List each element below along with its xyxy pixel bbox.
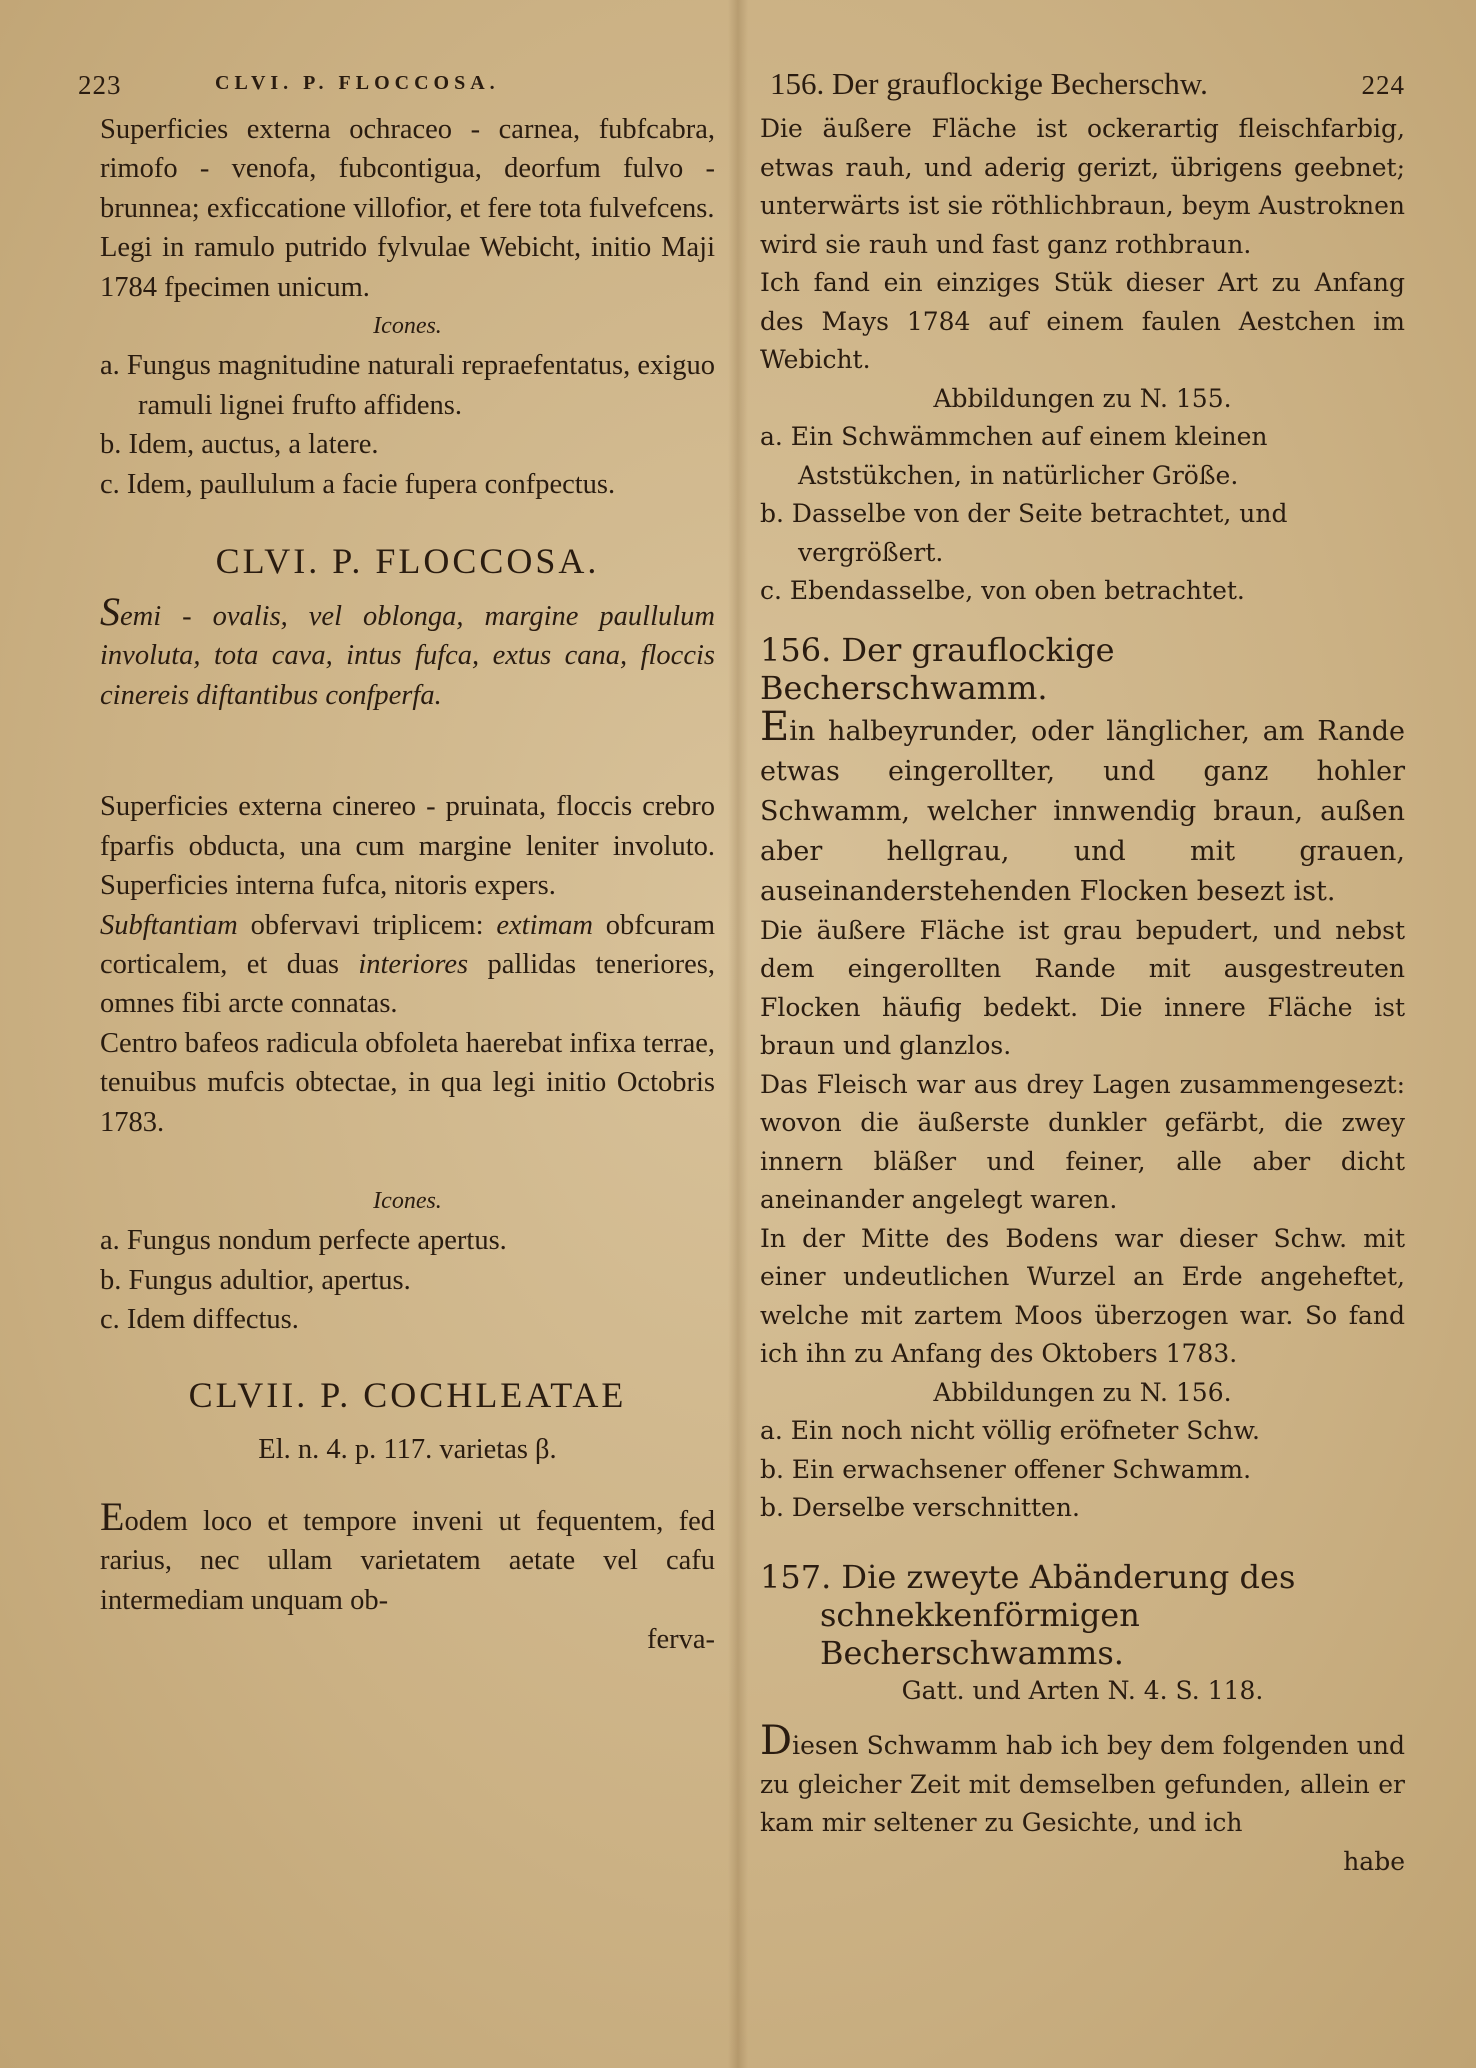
right-abb1-item-c: c. Ebendasselbe, von oben betrachtet. <box>760 576 1245 605</box>
right-p6-initial: D <box>760 1718 793 1764</box>
left-icones2-item-b: b. Fungus adultior, apertus. <box>100 1264 411 1296</box>
left-page-number: 223 <box>78 70 122 100</box>
left-paragraph-2: Legi in ramulo putrido fylvulae Webicht, initio Maji 1784 fpecimen unicum. <box>100 232 715 303</box>
right-paragraph-4: Das Fleisch war aus drey Lagen zusammengesezt: wovon die äußerste dunkler gefärbt, die zwey innern bläßer und feiner, alle aber dicht aneinander angelegt waren. <box>760 1069 1405 1214</box>
right-section-title-2: 157. Die zweyte Abänderung des schnekkenförmigen Becherschwamms. <box>760 1557 1296 1672</box>
left-catchword: ferva- <box>646 1624 715 1656</box>
page-gutter <box>728 0 748 2068</box>
left-p4-italic-c: interiores <box>358 948 469 980</box>
right-section-subtitle-2: Gatt. und Arten N. 4. S. 118. <box>901 1675 1264 1705</box>
left-paragraph-6 <box>100 1493 715 1620</box>
right-description-1 <box>760 703 1405 912</box>
right-abb2-item-a: a. Ein noch nicht völlig eröfneter Schw. <box>760 1416 1260 1445</box>
left-section-subtitle-2: El. n. 4. p. 117. varietas β. <box>258 1433 557 1465</box>
left-icones-title-1: Icones. <box>373 313 442 340</box>
left-p4-text-c: pallidas teneriores, omnes fibi arcte connatas. <box>100 948 715 1020</box>
right-abb2-item-c: b. Derselbe verschnitten. <box>760 1493 1080 1522</box>
right-abb2-item-b: b. Ein erwachsener offener Schwamm. <box>760 1454 1252 1484</box>
left-icones-title-2: Icones. <box>373 1187 442 1214</box>
left-icones2-item-c: c. Idem diffectus. <box>100 1304 299 1336</box>
left-paragraph-4 <box>100 906 715 1024</box>
left-description-initial: S <box>100 589 120 635</box>
right-abb1-item-b: b. Dasselbe von der Seite betrachtet, und vergrößert. <box>760 499 1288 567</box>
right-header <box>760 60 1405 106</box>
left-p4-text-a: obfervavi triplicem: <box>237 909 497 941</box>
right-page <box>760 60 1405 1881</box>
left-icones2-item-a: a. Fungus nondum perfecte apertus. <box>100 1225 507 1257</box>
left-paragraph-3: Superficies externa cinereo - pruinata, floccis crebro fparfis obducta, una cum margine leniter involuto. Superficies interna fufca, nitoris expers. <box>100 791 715 902</box>
right-page-number: 224 <box>1361 70 1405 100</box>
right-abbildungen-title-2: Abbildungen zu N. 156. <box>933 1377 1232 1407</box>
left-page <box>78 60 716 1660</box>
left-p4-text-b: obfcuram corticalem, et duas <box>100 909 716 980</box>
left-icones-item-c: c. Idem, paullulum a facie fupera confpectus. <box>100 468 616 500</box>
left-description-text: emi - ovalis, vel oblonga, margine paullulum involuta, tota cava, intus fufca, extus cana, floccis cinereis diftantibus confperfa. <box>100 601 715 711</box>
left-p4-italic-b: extimam <box>496 909 593 941</box>
right-paragraph-2: Ich fand ein einziges Stük dieser Art zu Anfang des Mays 1784 auf einem faulen Aestchen im Webicht. <box>760 268 1405 374</box>
right-paragraph-1: Die äußere Fläche ist ockerartig fleischfarbig, etwas rauh, und aderig gerizt, übrigens geebnet; unterwärts ist sie röthlichbraun, beym Austroknen wird sie rauh und fast ganz rothbraun. <box>760 114 1405 259</box>
right-paragraph-3: Die äußere Fläche ist grau bepudert, und nebst dem eingerollten Rande mit ausgestreuten Flocken häufig bedekt. Die innere Fläche ist braun und glanzlos. <box>760 915 1405 1060</box>
left-section-title-2: CLVII. P. COCHLEATAE <box>188 1374 627 1415</box>
right-section-title-1: 156. Der grauflockige Becherschwamm. <box>760 630 1115 707</box>
left-p6-initial: E <box>100 1493 125 1539</box>
left-paragraph-1: Superficies externa ochraceo - carnea, fubfcabra, rimofo - venofa, fubcontigua, deorfum fulvo - brunnea; exficcatione villofior, et fere tota fulvefcens. <box>100 114 715 224</box>
left-p4-italic-a: Subftantiam <box>100 909 238 941</box>
right-abbildungen-title-1: Abbildungen zu N. 155. <box>933 383 1232 413</box>
right-paragraph-6 <box>760 1718 1405 1843</box>
left-running-title: CLVI. P. FLOCCOSA. <box>215 72 500 94</box>
right-abb1-item-a: a. Ein Schwämmchen auf einem kleinen Aststükchen, in natürlicher Größe. <box>760 422 1268 490</box>
right-description-initial: E <box>760 703 790 750</box>
left-icones-item-a: a. Fungus magnitudine naturali repraefentatus, exiguo ramuli lignei frufto affidens. <box>100 350 715 421</box>
right-paragraph-5: In der Mitte des Bodens war dieser Schw. mit einer undeutlichen Wurzel an Erde angeheftet, welche mit zartem Moos überzogen war. So fand ich ihn zu Anfang des Oktobers 1783. <box>760 1223 1405 1368</box>
right-description-text: in halbeyrunder, oder länglicher, am Rande etwas eingerollter, und ganz hohler Schwamm, welcher innwendig braun, außen aber hellgrau, und mit grauen, auseinanderstehenden Flocken besezt ist. <box>760 715 1405 907</box>
right-running-label: 156. Der grauflockige Becherschw. <box>770 66 1208 101</box>
left-p6-text: odem loco et tempore inveni ut fequentem, fed rarius, nec ullam varietatem aetate vel cafu intermediam unquam ob- <box>100 1505 715 1616</box>
right-p6-text: iesen Schwamm hab ich bey dem folgenden und zu gleicher Zeit mit demselben gefunden, allein er kam mir seltener zu Gesichte, und ich <box>760 1731 1405 1837</box>
left-description-1 <box>100 589 715 715</box>
left-header <box>78 60 715 106</box>
right-catchword: habe <box>1343 1846 1405 1876</box>
left-section-title-1: CLVI. P. FLOCCOSA. <box>215 541 600 582</box>
left-paragraph-5: Centro bafeos radicula obfoleta haerebat infixa terrae, tenuibus mufcis obtectae, in qua legi initio Octobris 1783. <box>100 1027 715 1138</box>
left-icones-item-b: b. Idem, auctus, a latere. <box>100 429 379 461</box>
